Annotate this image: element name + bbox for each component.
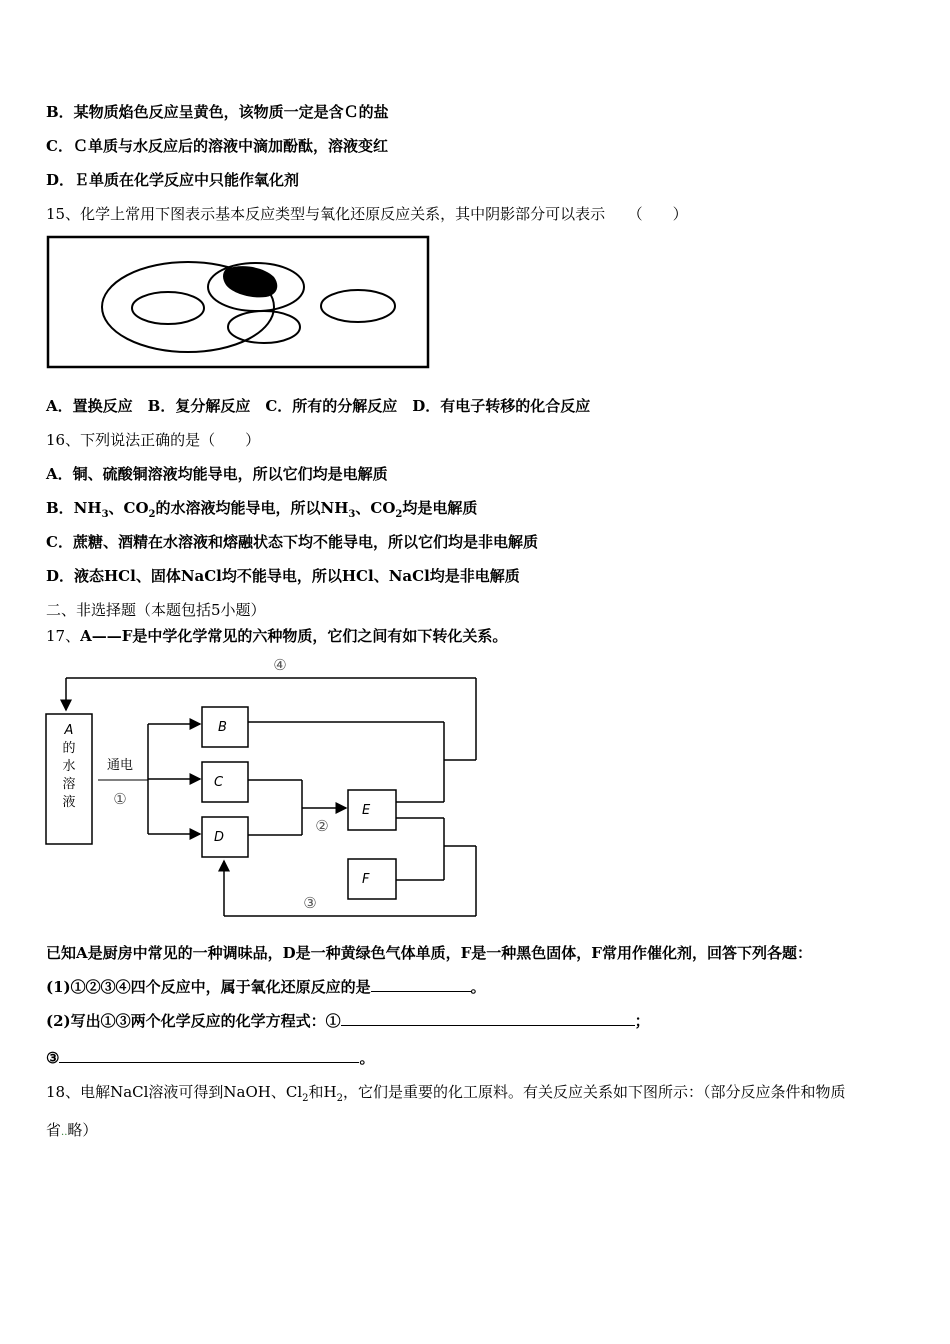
- q14-option-c: C．Ｃ单质与水反应后的溶液中滴加酚酞，溶液变红: [46, 137, 388, 155]
- box-e: [348, 790, 396, 830]
- q17-flow-diagram: [44, 652, 484, 922]
- q16-option-d: D．液态HCl、固体NaCl均不能导电，所以HCl、NaCl均是非电解质: [46, 567, 520, 585]
- section-heading: 二、非选择题（本题包括5小题）: [46, 601, 266, 619]
- q14-option-b: B．某物质焰色反应呈黄色，该物质一定是含Ｃ的盐: [46, 103, 389, 121]
- q15-options: A．置换反应 B．复分解反应 C．所有的分解反应 D．有电子转移的化合反应: [46, 397, 591, 415]
- box-c: [202, 762, 248, 802]
- q17-part-1: (1)①②③④四个反应中，属于氧化还原反应的是 。: [46, 978, 486, 996]
- box-a-char-1: A: [64, 723, 74, 738]
- q16-option-a: A．铜、硫酸铜溶液均能导电，所以它们均是电解质: [46, 465, 388, 483]
- box-a-char-3: 水: [62, 759, 76, 774]
- q16-stem: 16、下列说法正确的是（ ）: [46, 431, 261, 449]
- box-f-label: F: [362, 872, 370, 887]
- label-reaction-2: ②: [315, 817, 329, 835]
- box-e-label: E: [362, 803, 371, 818]
- q17-part-3: ③ 。: [46, 1049, 375, 1067]
- box-d-label: D: [214, 830, 225, 845]
- label-tongdian: 通电: [106, 758, 134, 773]
- box-a-char-5: 液: [62, 795, 76, 810]
- q18-stem-line-2: 省..略）: [46, 1121, 98, 1139]
- box-a-char-4: 溶: [62, 777, 76, 792]
- box-d: [202, 817, 248, 857]
- box-f: [348, 859, 396, 899]
- venn-frame: [48, 237, 428, 367]
- q17-given: 已知A是厨房中常见的一种调味品，D是一种黄绿色气体单质，F是一种黑色固体，F常用作催化剂，回答下列各题：: [46, 944, 812, 962]
- q18-stem-line-1: 18、电解NaCl溶液可得到NaOH、$Cl_2$和$H_2$，它们是重要的化工原料。有关反应关系如下图所示：（部分反应条件和物质: [46, 1083, 846, 1104]
- label-reaction-3: ③: [303, 894, 317, 912]
- venn-shaded-region: [223, 266, 277, 297]
- answer-blank-1[interactable]: [371, 977, 471, 992]
- label-reaction-1: ①: [113, 790, 127, 808]
- q16-option-b: B．$NH_3$、$CO_2$的水溶液均能导电，所以$NH_3$、$CO_2$均是电解质: [46, 499, 478, 520]
- box-c-label: C: [214, 775, 224, 790]
- answer-blank-2[interactable]: [341, 1011, 635, 1026]
- q15-venn-diagram: [46, 235, 432, 370]
- q15-stem: 15、化学上常用下图表示基本反应类型与氧化还原反应关系，其中阴影部分可以表示 （ ）: [46, 205, 688, 223]
- label-reaction-4: ④: [273, 656, 287, 674]
- venn-right-ellipse: [321, 290, 395, 322]
- venn-left-ellipse: [132, 292, 204, 324]
- box-a-char-2: 的: [62, 741, 76, 756]
- q14-option-d: D．Ｅ单质在化学反应中只能作氧化剂: [46, 171, 300, 189]
- q17-stem: 17、A——F是中学化学常见的六种物质，它们之间有如下转化关系。: [46, 627, 508, 645]
- box-b-label: B: [218, 720, 227, 735]
- answer-blank-3[interactable]: [59, 1048, 359, 1063]
- q17-part-2: (2)写出①③两个化学反应的化学方程式：① ；: [46, 1012, 650, 1030]
- q16-option-c: C．蔗糖、酒精在水溶液和熔融状态下均不能导电，所以它们均是非电解质: [46, 533, 538, 551]
